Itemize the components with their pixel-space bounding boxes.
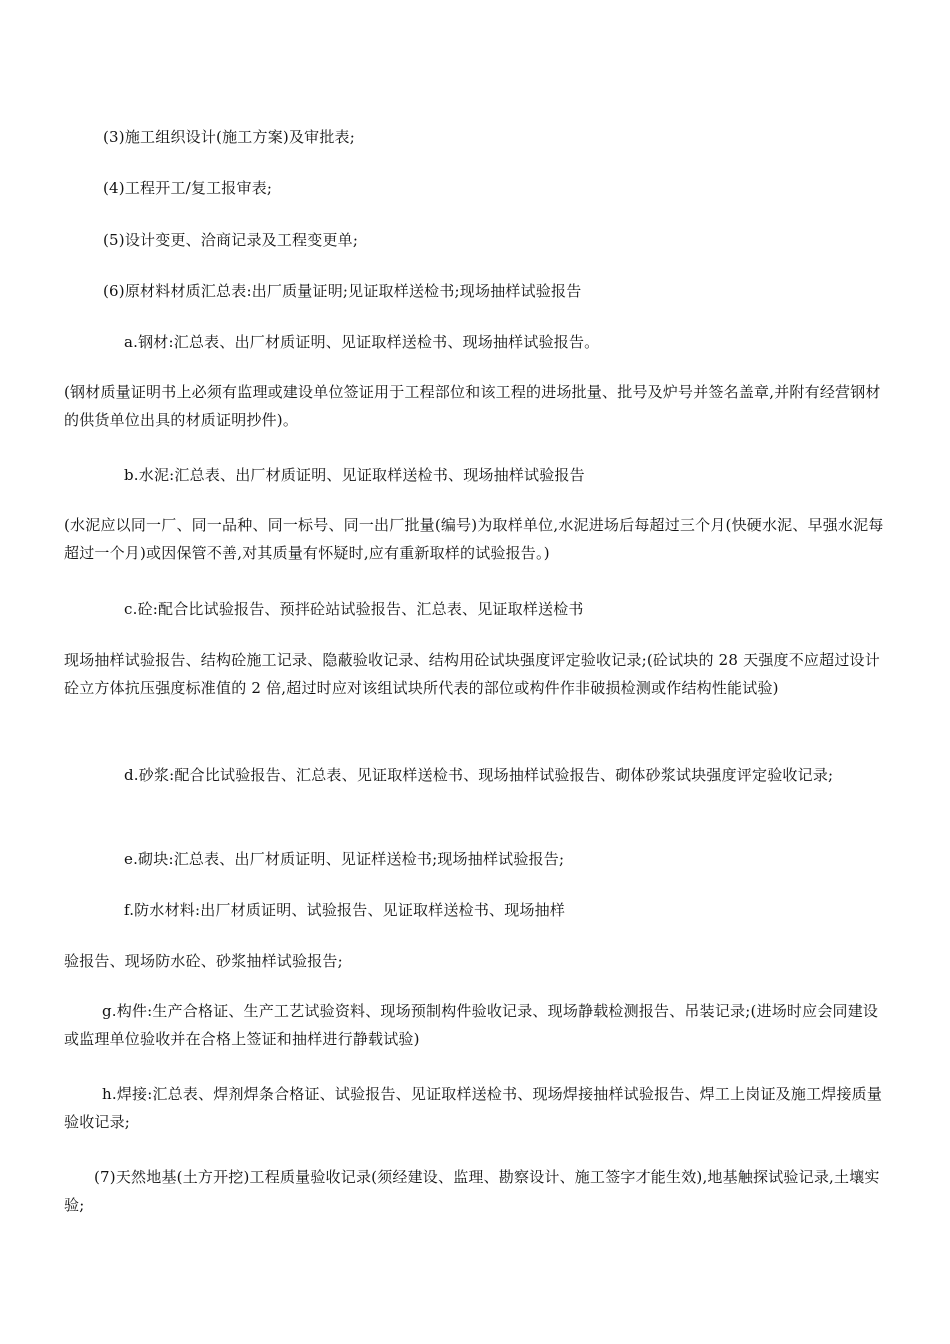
paragraph-waterproof: f.防水材料:出厂材质证明、试验报告、见证取样送检书、现场抽样 — [124, 901, 566, 919]
paragraph-block: e.砌块:汇总表、出厂材质证明、见证样送检书;现场抽样试验报告; — [124, 850, 565, 868]
paragraph-item-6: (6)原材料材质汇总表:出厂质量证明;见证取样送检书;现场抽样试验报告 — [103, 282, 582, 300]
paragraph-item-7: (7)天然地基(土方开挖)工程质量验收记录(须经建设、监理、勘察设计、施工签字才能生效),地基触探试验记录,土壤实验; — [64, 1168, 880, 1214]
paragraph-cement: b.水泥:汇总表、出厂材质证明、见证取样送检书、现场抽样试验报告 — [124, 466, 585, 484]
paragraph-concrete-note: 现场抽样试验报告、结构砼施工记录、隐蔽验收记录、结构用砼试块强度评定验收记录;(砼试块的 28 天强度不应超过设计砼立方体抗压强度标准值的 2 倍,超过时应对该组试块所代表的部位或构件作非破损检测或作结构性能试验) — [64, 651, 880, 697]
paragraph-component: g.构件:生产合格证、生产工艺试验资料、现场预制构件验收记录、现场静载检测报告、吊装记录;(进场时应会同建设或监理单位验收并在合格上签证和抽样进行静载试验) — [64, 1002, 879, 1048]
paragraph-steel: a.钢材:汇总表、出厂材质证明、见证取样送检书、现场抽样试验报告。 — [124, 333, 600, 351]
paragraph-mortar: d.砂浆:配合比试验报告、汇总表、见证取样送检书、现场抽样试验报告、砌体砂浆试块强度评定验收记录; — [124, 766, 834, 784]
paragraph-item-5: (5)设计变更、洽商记录及工程变更单; — [103, 231, 359, 249]
paragraph-item-4: (4)工程开工/复工报审表; — [103, 179, 273, 197]
paragraph-waterproof-continued: 验报告、现场防水砼、砂浆抽样试验报告; — [64, 952, 343, 970]
paragraph-concrete: c.砼:配合比试验报告、预拌砼站试验报告、汇总表、见证取样送检书 — [124, 600, 584, 618]
paragraph-item-3: (3)施工组织设计(施工方案)及审批表; — [103, 128, 356, 146]
paragraph-welding: h.焊接:汇总表、焊剂焊条合格证、试验报告、见证取样送检书、现场焊接抽样试验报告、焊工上岗证及施工焊接质量验收记录; — [64, 1085, 883, 1131]
paragraph-cement-note: (水泥应以同一厂、同一品种、同一标号、同一出厂批量(编号)为取样单位,水泥进场后每超过三个月(快硬水泥、早强水泥每超过一个月)或因保管不善,对其质量有怀疑时,应有重新取样的试验报告。) — [64, 516, 884, 562]
paragraph-steel-note: (钢材质量证明书上必须有监理或建设单位签证用于工程部位和该工程的进场批量、批号及炉号并签名盖章,并附有经营钢材的供货单位出具的材质证明抄件)。 — [64, 383, 881, 429]
